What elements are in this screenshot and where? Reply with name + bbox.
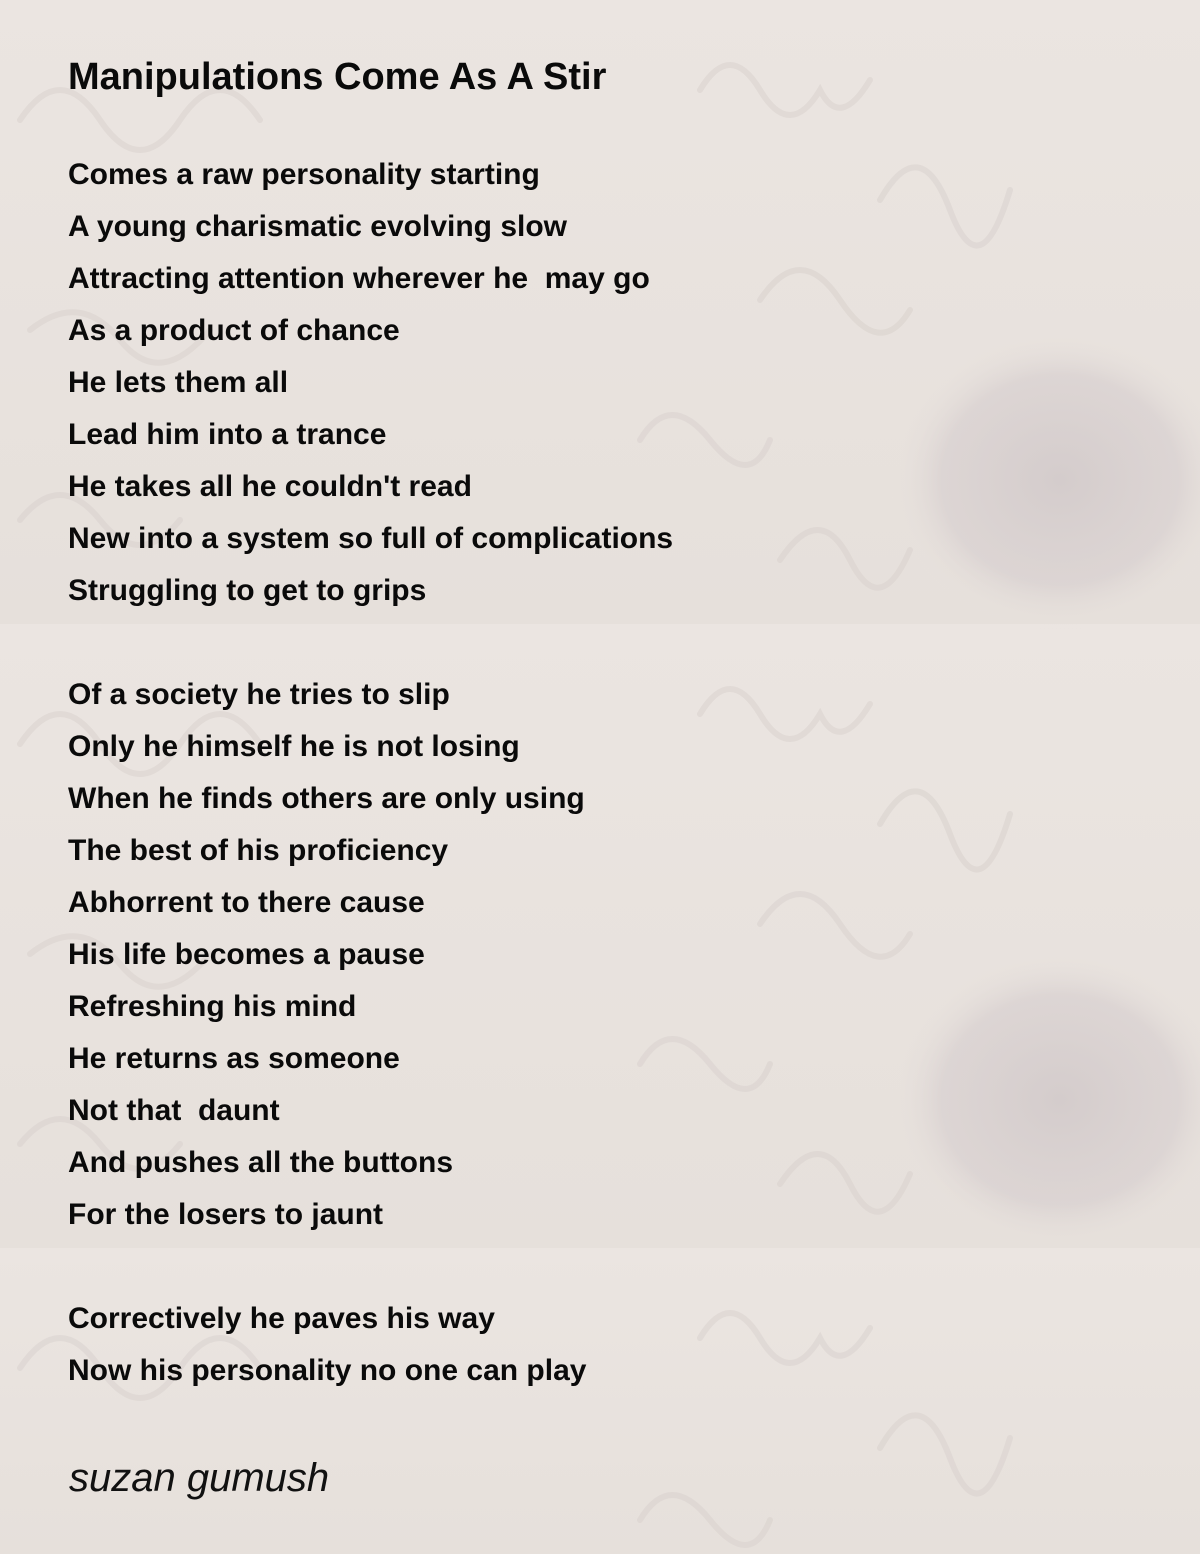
poem-line: He takes all he couldn't read xyxy=(68,470,472,503)
poem-line: Comes a raw personality starting xyxy=(68,158,540,191)
poem-line: Lead him into a trance xyxy=(68,418,387,451)
poem-author: suzan gumush xyxy=(69,1456,330,1500)
poem-line: Only he himself he is not losing xyxy=(68,730,520,763)
poem-line: Refreshing his mind xyxy=(68,990,357,1023)
poem-line: As a product of chance xyxy=(68,314,400,347)
poem-line: For the losers to jaunt xyxy=(68,1198,384,1231)
poem-line: Abhorrent to there cause xyxy=(68,886,425,919)
poem-line: He lets them all xyxy=(68,366,289,399)
poem-line: He returns as someone xyxy=(68,1042,400,1075)
poem-line: Not that daunt xyxy=(68,1094,280,1127)
poem-line: And pushes all the buttons xyxy=(68,1146,454,1179)
stanza-1 xyxy=(68,149,673,617)
poem-line: Now his personality no one can play xyxy=(68,1354,587,1387)
poem-line: When he finds others are only using xyxy=(68,782,585,815)
stanza-2 xyxy=(68,669,585,1241)
poem-line: His life becomes a pause xyxy=(68,938,425,971)
poem-line: A young charismatic evolving slow xyxy=(68,210,568,243)
poem-line: New into a system so full of complications xyxy=(68,522,674,555)
poem-line: Of a society he tries to slip xyxy=(68,678,450,711)
poem-line: Correctively he paves his way xyxy=(68,1302,495,1335)
poem-line: The best of his proficiency xyxy=(68,834,449,867)
poem-title: Manipulations Come As A Stir xyxy=(68,56,607,98)
stanza-3 xyxy=(68,1293,586,1397)
poem-line: Attracting attention wherever he may go xyxy=(68,262,650,295)
poem-line: Struggling to get to grips xyxy=(68,574,427,607)
